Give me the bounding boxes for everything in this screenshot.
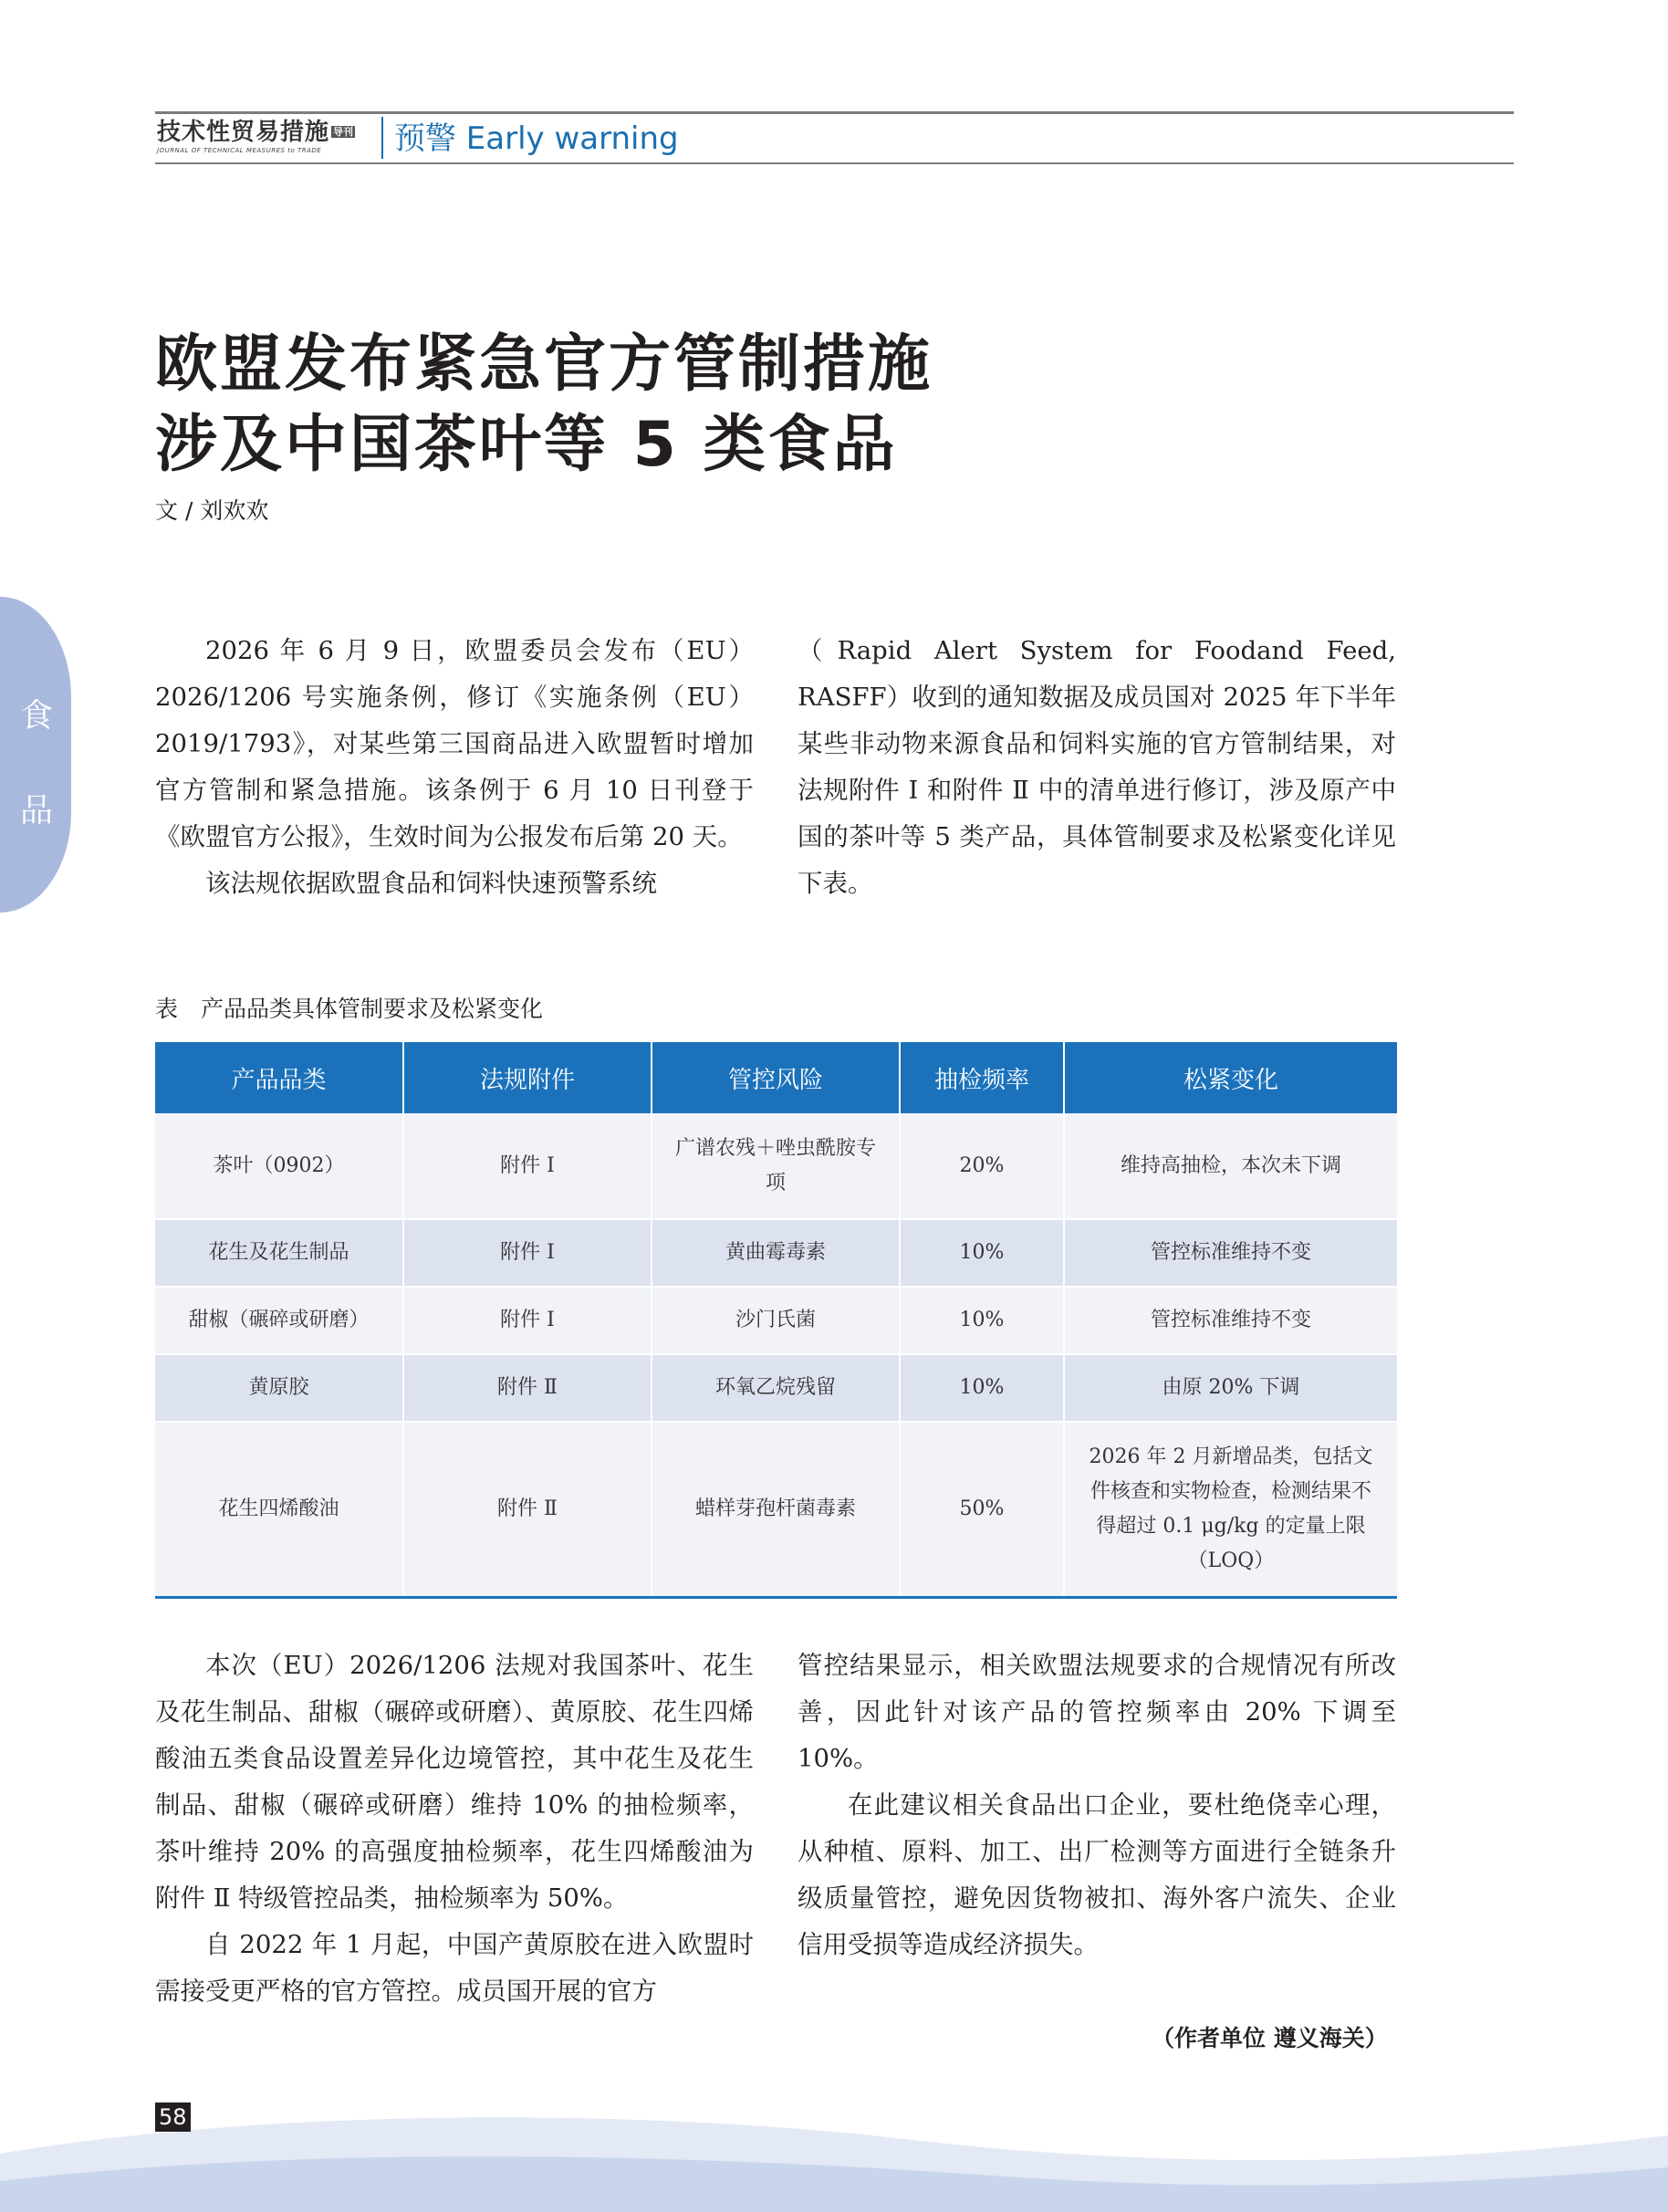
cell-change: 2026 年 2 月新增品类，包括文件核查和实物检查，检测结果不得超过 0.1 μg/kg 的定量上限（LOQ）: [1064, 1422, 1397, 1597]
cell-annex: 附件 Ⅱ: [403, 1354, 652, 1422]
cell-change: 管控标准维持不变: [1064, 1287, 1397, 1354]
table-row: [155, 1219, 1397, 1287]
cell-annex: 附件 I: [403, 1219, 652, 1287]
body-column-left-top: [155, 628, 754, 907]
section-label: 预警 Early warning: [394, 120, 679, 157]
header-frequency: 抽检频率: [900, 1042, 1064, 1113]
cell-risk: 沙门氏菌: [652, 1287, 900, 1354]
cell-annex: 附件 Ⅱ: [403, 1422, 652, 1597]
body-column-right-top: [798, 628, 1396, 907]
journal-tag: 导刊: [333, 126, 354, 138]
header-separator: [381, 117, 383, 159]
journal-name: 技术性贸易措施 $^{导刊}$: [157, 119, 354, 146]
cell-change: 管控标准维持不变: [1064, 1219, 1397, 1287]
body-column-left-bottom: [155, 1643, 754, 2015]
table-row: [155, 1287, 1397, 1354]
table-row: [155, 1113, 1397, 1219]
section-side-tab: [0, 597, 71, 913]
cell-change: 由原 20% 下调: [1064, 1354, 1397, 1422]
table-row: [155, 1422, 1397, 1597]
table-row: [155, 1354, 1397, 1422]
paragraph-4-continued: 管控结果显示，相关欧盟法规要求的合规情况有所改善，因此针对该产品的管控频率由 20% 下调至 10%。: [798, 1651, 1396, 1773]
footer-wave-decoration: [0, 2090, 1668, 2212]
cell-change: 维持高抽检，本次未下调: [1064, 1113, 1397, 1219]
header-bottom-rule: [155, 162, 1514, 164]
paragraph-2-continued: （Rapid Alert System for Foodand Feed, RASFF）收到的通知数据及成员国对 2025 年下半年某些非动物来源食品和饲料实施的官方管制结果，对法规附件 I 和附件 Ⅱ 中的清单进行修订，涉及原产中国的茶叶等 5 类产品，具体管制要求及松紧变化详见下表。: [798, 636, 1396, 898]
header-annex: 法规附件: [403, 1042, 652, 1113]
header-product-category: 产品品类: [155, 1042, 403, 1113]
control-measures-table: [155, 1042, 1397, 1599]
cell-annex: 附件 I: [403, 1287, 652, 1354]
cell-risk: 黄曲霉毒素: [652, 1219, 900, 1287]
journal-english-name: JOURNAL OF TECHNICAL MEASURES to TRADE: [157, 147, 322, 154]
cell-frequency: 10%: [900, 1354, 1064, 1422]
cell-frequency: 50%: [900, 1422, 1064, 1597]
paragraph-2-start: 该法规依据欧盟食品和饲料快速预警系统: [205, 869, 657, 898]
byline: 文 / 刘欢欢: [155, 497, 269, 524]
title-line-1: 欧盟发布紧急官方管制措施: [155, 329, 933, 401]
body-column-right-bottom: [798, 1643, 1396, 1968]
cell-frequency: 10%: [900, 1219, 1064, 1287]
paragraph-4-start: 自 2022 年 1 月起，中国产黄原胶在进入欧盟时需接受更严格的官方管控。成员国开展的官方: [155, 1930, 754, 2006]
author-affiliation: （作者单位 遵义海关）: [1152, 2025, 1388, 2051]
article-title: [155, 325, 933, 485]
header-change: 松紧变化: [1064, 1042, 1397, 1113]
cell-frequency: 20%: [900, 1113, 1064, 1219]
table-caption: 表 产品品类具体管制要求及松紧变化: [155, 996, 544, 1022]
cell-risk: 环氧乙烷残留: [652, 1354, 900, 1422]
header-top-rule: [155, 111, 1514, 114]
page-number: 58: [155, 2102, 191, 2132]
cell-frequency: 10%: [900, 1287, 1064, 1354]
table-header-row: [155, 1042, 1397, 1113]
side-tab-char-1: 食: [20, 697, 54, 735]
cell-product: 茶叶（0902）: [155, 1113, 403, 1219]
cell-annex: 附件 I: [403, 1113, 652, 1219]
title-line-2: 涉及中国茶叶等 5 类食品: [155, 409, 898, 481]
cell-product: 黄原胶: [155, 1354, 403, 1422]
cell-product: 甜椒（碾碎或研磨）: [155, 1287, 403, 1354]
paragraph-3: 本次（EU）2026/1206 法规对我国茶叶、花生及花生制品、甜椒（碾碎或研磨）、黄原胶、花生四烯酸油五类食品设置差异化边境管控，其中花生及花生制品、甜椒（碾碎或研磨）维持 10% 的抽检频率，茶叶维持 20% 的高强度抽检频率，花生四烯酸油为附件 Ⅱ 特级管控品类，抽检频率为 50%。: [155, 1651, 754, 1913]
cell-risk: 广谱农残＋唑虫酰胺专项: [652, 1113, 900, 1219]
side-tab-char-2: 品: [20, 792, 54, 830]
cell-risk: 蜡样芽孢杆菌毒素: [652, 1422, 900, 1597]
paragraph-5: 在此建议相关食品出口企业，要杜绝侥幸心理，从种植、原料、加工、出厂检测等方面进行全链条升级质量管控，避免因货物被扣、海外客户流失、企业信用受损等造成经济损失。: [798, 1790, 1396, 1959]
cell-product: 花生及花生制品: [155, 1219, 403, 1287]
journal-logo: [157, 119, 378, 159]
header-risk: 管控风险: [652, 1042, 900, 1113]
cell-product: 花生四烯酸油: [155, 1422, 403, 1597]
paragraph-1: 2026 年 6 月 9 日，欧盟委员会发布（EU）2026/1206 号实施条例，修订《实施条例（EU）2019/1793》，对某些第三国商品进入欧盟暂时增加官方管制和紧急措施。该条例于 6 月 10 日刊登于《欧盟官方公报》，生效时间为公报发布后第 20 天。: [155, 636, 754, 851]
